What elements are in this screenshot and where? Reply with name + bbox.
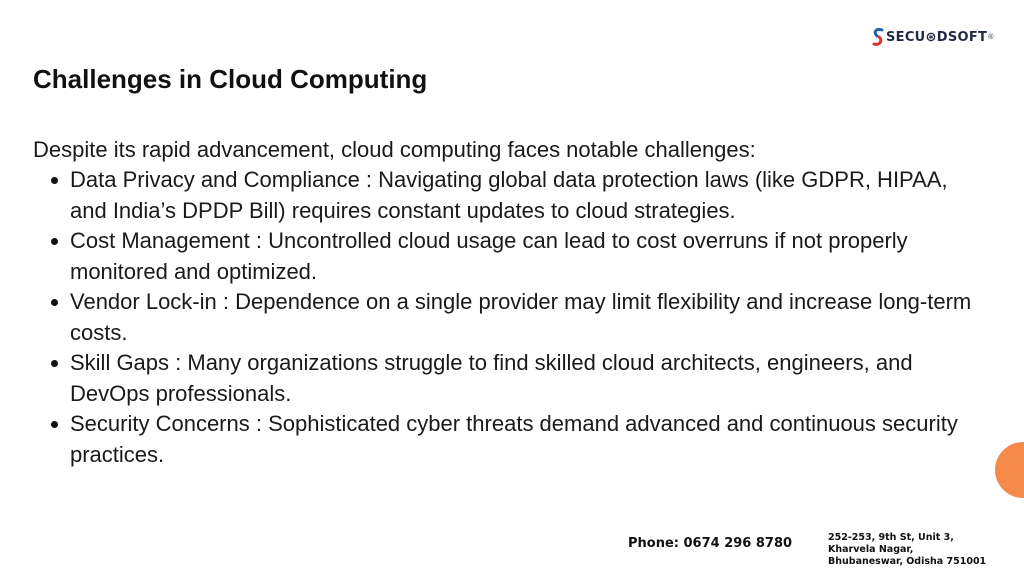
bullet-dot-icon <box>51 421 58 428</box>
logo-gear-icon: ⊛ <box>925 29 937 45</box>
list-item-text: Skill Gaps : Many organizations struggle to find skilled cloud architects, engineers, and DevOps professionals. <box>70 350 913 406</box>
list-item <box>70 409 990 470</box>
list-item-text: Data Privacy and Compliance : Navigating global data protection laws (like GDPR, HIPAA, and India’s DPDP Bill) requires constant updates to cloud strategies. <box>70 167 948 223</box>
logo-s-mark-icon <box>872 27 884 47</box>
list-item <box>70 165 990 226</box>
list-item <box>70 226 990 287</box>
company-logo <box>872 27 993 47</box>
challenges-list <box>70 165 990 470</box>
list-item <box>70 348 990 409</box>
footer-phone: Phone: 0674 296 8780 <box>628 536 793 551</box>
slide-intro: Despite its rapid advancement, cloud computing faces notable challenges: <box>33 137 756 162</box>
logo-wordmark: SECU⊛DSOFT <box>886 29 988 45</box>
decorative-orange-circle <box>995 442 1024 498</box>
bullet-dot-icon <box>51 299 58 306</box>
list-item-text: Cost Management : Uncontrolled cloud usage can lead to cost overruns if not properly monitored and optimized. <box>70 228 908 284</box>
address-line: Bhubaneswar, Odisha 751001 <box>828 556 987 567</box>
footer-address <box>828 532 1018 568</box>
slide-title: Challenges in Cloud Computing <box>33 64 428 94</box>
bullet-dot-icon <box>51 238 58 245</box>
address-line: 252-253, 9th St, Unit 3, <box>828 532 954 543</box>
bullet-dot-icon <box>51 177 58 184</box>
list-item-text: Vendor Lock-in : Dependence on a single provider may limit flexibility and increase long-term costs. <box>70 289 972 345</box>
registered-mark: ® <box>988 33 994 41</box>
list-item <box>70 287 990 348</box>
bullet-dot-icon <box>51 360 58 367</box>
list-item-text: Security Concerns : Sophisticated cyber threats demand advanced and continuous security practices. <box>70 411 958 467</box>
address-line: Kharvela Nagar, <box>828 544 914 555</box>
